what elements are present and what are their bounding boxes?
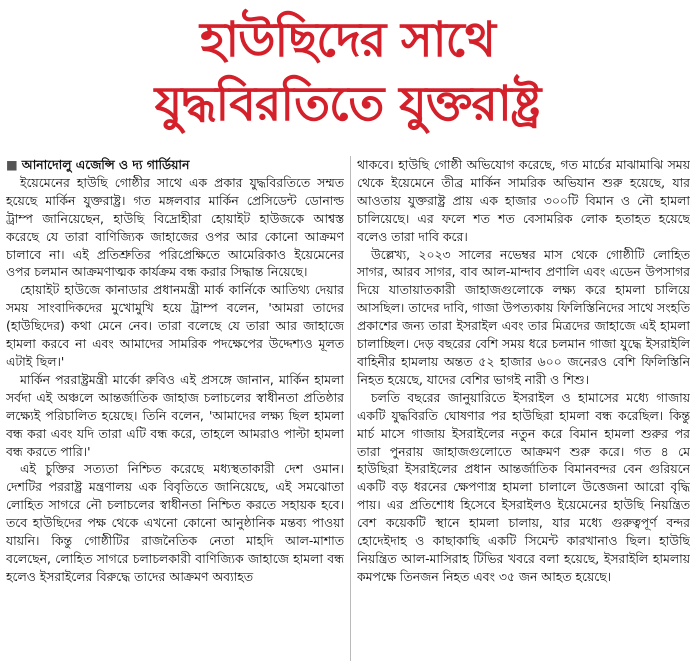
paragraph: এই চুক্তির সত্যতা নিশ্চিত করেছে মধ্যস্থতাকারী দেশ ওমান। দেশটির পররাষ্ট্র মন্ত্রণালয় এক বিবৃতিতে জানিয়েছে, এই সমঝোতা লোহিত সাগরে নৌ চলাচলের স্বাধীনতা নিশ্চিত করতে সহায়ক হবে। তবে হাউছিদের পক্ষ থেকে এখনো কোনো আনুষ্ঠানিক মন্তব্য পাওয়া যায়নি। কিন্তু গোষ্ঠীটির রাজনৈতিক নেতা মাহদি আল-মাশাত বলেছেন, লোহিত সাগরে চলাচলকারী বাণিজ্যিক জাহাজে হামলা বন্ধ হলেও ইসরাইলের বিরুদ্ধে তাদের আক্রমণ অব্যাহত: [6, 461, 344, 584]
paragraph: মার্কিন পররাষ্ট্রমন্ত্রী মার্কো রুবিও এই প্রসঙ্গে জানান, মার্কিন হামলা সর্বদা এই অঞ্চলে আন্তর্জাতিক জাহাজ চলাচলের স্বাধীনতা প্রতিষ্ঠার লক্ষ্যেই পরিচালিত হয়েছে। তিনি বলেন, 'আমাদের লক্ষ্য ছিল হামলা বন্ধ করা এবং যদি তারা এটি বন্ধ করে, তাহলে আমরাও পাল্টা হামলা বন্ধ করতে পারি।': [6, 371, 344, 459]
paragraph: ইয়েমেনের হাউছি গোষ্ঠীর সাথে এক প্রকার যুদ্ধবিরতিতে সম্মত হয়েছে মার্কিন যুক্তরাষ্ট্র। গত মঙ্গলবার মার্কিন প্রেসিডেন্ট ডোনাল্ড ট্রাম্প জানিয়েছেন, হাউছি বিদ্রোহীরা হোয়াইট হাউজকে আশ্বস্ত করেছে যে তারা বাণিজ্যিক জাহাজের ওপর আর কোনো আক্রমণ চালাবে না। এই প্রতিশ্রুতির পরিপ্রেক্ষিতে আমেরিকাও ইয়েমেনের ওপর চলমান আক্রমণাত্মক কার্যক্রম বন্ধ করার সিদ্ধান্ত নিয়েছে।: [6, 174, 344, 280]
article-column-left: [6, 156, 344, 664]
byline: [6, 156, 344, 174]
byline-text: আনাদোলু এজেন্সি ও দ্য গার্ডিয়ান: [21, 157, 190, 172]
article-column-right: [357, 156, 690, 664]
column-divider: [350, 156, 351, 661]
paragraph: হোয়াইট হাউজে কানাডার প্রধানমন্ত্রী মার্ক কার্নিকে আতিথ্য দেয়ার সময় সাংবাদিকদের মুখোমুখি হয়ে ট্রাম্প বলেন, 'আমরা তাদের (হাউছিদের) কথা মেনে নেব। তারা বলেছে যে তারা আর জাহাজে হামলা করবে না এবং আমাদের সামরিক পদক্ষেপের উদ্দেশ্যও মূলত এটাই ছিল।': [6, 282, 344, 369]
headline-line-2: যুদ্ধবিরতিতে যুক্তরাষ্ট্র: [154, 76, 541, 132]
paragraph: থাকবে। হাউছি গোষ্ঠী অভিযোগ করেছে, গত মার্চের মাঝামাঝি সময় থেকে ইয়েমেনে তীব্র মার্কিন সামরিক অভিযান শুরু হয়েছে, যার আওতায় যুক্তরাষ্ট্র প্রায় এক হাজার ৩০০টি বিমান ও নৌ হামলা চালিয়েছে। এর ফলে শত শত বেসামরিক লোক হতাহত হয়েছে বলেও তারা দাবি করে।: [357, 157, 690, 244]
bullet-icon: ■: [6, 157, 18, 172]
headline: [0, 8, 695, 136]
paragraph: উল্লেখ্য, ২০২৩ সালের নভেম্বর মাস থেকে গোষ্ঠীটি লোহিত সাগর, আরব সাগর, বাব আল-মান্দাব প্রণালি এবং এডেন উপসাগর দিয়ে যাতায়াতকারী জাহাজগুলোকে লক্ষ্য করে হামলা চালিয়ে আসছিল। তাদের দাবি, গাজা উপত্যকায় ফিলিস্তিনিদের সাথে সংহতি প্রকাশের জন্য তারা ইসরাইল এবং তার মিত্রদের জাহাজে এই হামলা চালাচ্ছিল। দেড় বছরের বেশি সময় ধরে চলমান গাজা যুদ্ধে ইসরাইলি বাহিনীর হামলায় অন্তত ৫২ হাজার ৬০০ জনেরও বেশি ফিলিস্তিনি নিহত হয়েছে, যাদের বেশির ভাগই নারী ও শিশু।: [357, 246, 690, 387]
headline-line-1: হাউছিদের সাথে: [200, 12, 495, 68]
paragraph: চলতি বছরের জানুয়ারিতে ইসরাইল ও হামাসের মধ্যে গাজায় একটি যুদ্ধবিরতি ঘোষণার পর হাউছিরা হামলা বন্ধ করেছিল। কিন্তু মার্চ মাসে গাজায় ইসরাইলের নতুন করে বিমান হামলা শুরুর পর তারা পুনরায় জাহাজগুলোতে আক্রমণ শুরু করে। গত ৪ মে হাউছিরা ইসরাইলের প্রধান আন্তর্জাতিক বিমানবন্দর বেন গুরিয়নে একটি বড় ধরনের ক্ষেপণাস্ত্র হামলা চালালে উত্তেজনা আরো বৃদ্ধি পায়। এর প্রতিশোধ হিসেবে ইসরাইলও ইয়েমেনের হাউছি নিয়ন্ত্রিত বেশ কয়েকটি স্থানে হামলা চালায়, যার মধ্যে গুরুত্বপূর্ণ বন্দর হোদেইদাহ ও কাছাকাছি একটি সিমেন্ট কারখানাও ছিল। হাউছি নিয়ন্ত্রিত আল-মাসিরাহ টিভির খবরে বলা হয়েছে, ইসরাইলি হামলায় কমপক্ষে তিনজন নিহত এবং ৩৫ জন আহত হয়েছে।: [357, 389, 690, 584]
